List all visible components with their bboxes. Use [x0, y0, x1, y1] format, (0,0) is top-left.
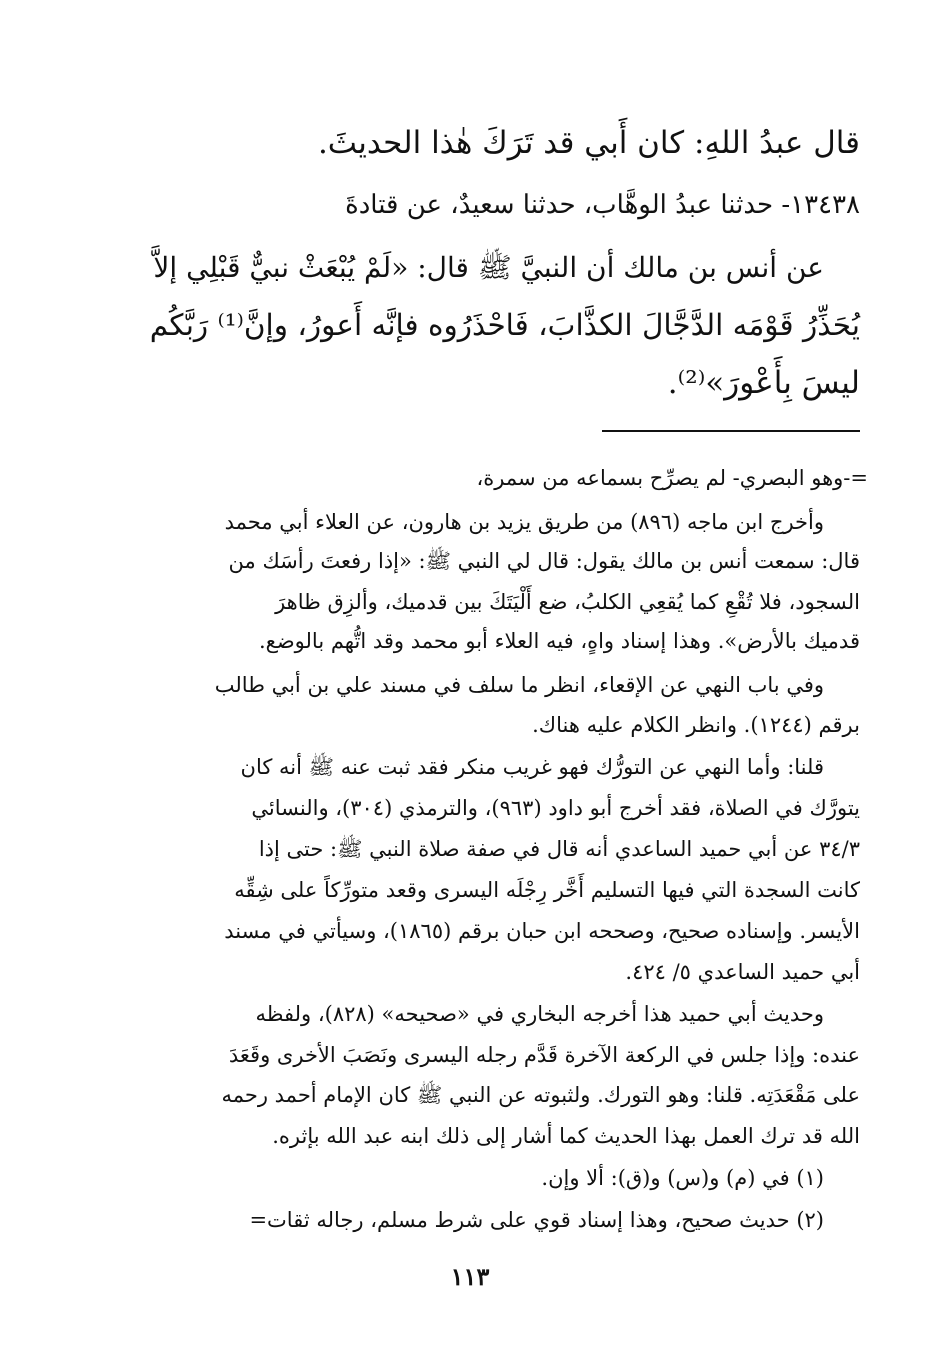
footnote-line: الأيسر. وإسناده صحيح، وصححه ابن حبان برقم (١٨٦٥)، وسيأتي في مسند — [224, 919, 860, 943]
footnote-line: (٢) حديث صحيح، وهذا إسناد قوي على شرط مسلم، رجاله ثقات= — [249, 1208, 824, 1232]
footnote-line: على مَقْعَدَتِه. قلنا: وهو التورك. ولثبوته عن النبي ﷺ كان الإمام أحمد رحمه — [221, 1083, 860, 1107]
footnote-line: عنده: وإذا جلس في الركعة الآخرة قَدَّم رجله اليسرى ونَصَبَ الأخرى وقَعَدَ — [228, 1043, 860, 1067]
footnote-line: الله قد ترك العمل بهذا الحديث كما أشار إلى ذلك ابنه عبد الله بإثره. — [272, 1124, 860, 1148]
hadith-line-1: عن أنس بن مالك أن النبيَّ ﷺ قال: «لَمْ يُبْعَثْ نبيٌّ قَبْلِي إلاَّ — [153, 251, 824, 284]
footnote-line: أبي حميد الساعدي ٥/ ٤٢٤. — [625, 960, 860, 984]
footnote-line: قلنا: وأما النهي عن التورُّك فهو غريب منكر فقد ثبت عنه ﷺ أنه كان — [240, 755, 824, 779]
footnote-line: وحديث أبي حميد هذا أخرجه البخاري في «صحيحه» (٨٢٨)، ولفظه — [255, 1002, 824, 1026]
footnote-line: قدميك بالأرض». وهذا إسناد واهٍ، فيه العلاء أبو محمد وقد اتُّهم بالوضع. — [258, 629, 860, 653]
footnote-line: وفي باب النهي عن الإقعاء، انظر ما سلف في مسند علي بن أبي طالب — [214, 673, 824, 697]
footnote-line: السجود، فلا تُقْعِ كما يُقعِي الكلبُ، ضع أَلْيَتَكَ بين قدميك، وألزِق ظاهرَ — [275, 590, 860, 614]
footnote-line: ٣٤/٣ عن أبي حميد الساعدي أنه قال في صفة صلاة النبي ﷺ: حتى إذا — [258, 837, 860, 861]
hadith-line-3: ليسَ بِأَعْورَ»⁽²⁾. — [667, 365, 860, 401]
footnote-line: (١) في (م) و(س) و(ق): ألا وإن. — [541, 1166, 824, 1190]
main-line-1: قال عبدُ اللهِ: كان أَبي قد تَرَكَ هٰذا الحديثَ. — [317, 125, 860, 161]
footnote-line: =-وهو البصري- لم يصرِّح بسماعه من سمرة، — [476, 466, 868, 490]
page-number: ١١٣ — [450, 1262, 490, 1291]
footnote-line: وأخرج ابن ماجه (٨٩٦) من طريق يزيد بن هارون، عن العلاء أبي محمد — [224, 510, 824, 534]
footnote-line: قال: سمعت أنس بن مالك يقول: قال لي النبي ﷺ: «إذا رفعتَ رأسَك من — [228, 549, 860, 573]
hadith-line-2: يُحَذِّرُ قَوْمَه الدَّجَّالَ الكذَّابَ، فَاحْذَرُوه فإنَّه أَعورُ، وإنَّ⁽¹⁾ رَبَّكُم — [149, 308, 860, 342]
footnote-line: يتورَّك في الصلاة، فقد أخرج أبو داود (٩٦٣)، والترمذي (٣٠٤)، والنسائي — [251, 796, 860, 820]
footnote-line: كانت السجدة التي فيها التسليم أَخَّر رِجْلَه اليسرى وقعد متورِّكاً على شِقِّه — [234, 878, 860, 902]
footnote-line: برقم (١٢٤٤). وانظر الكلام عليه هناك. — [532, 713, 860, 737]
hadith-header: ١٣٤٣٨- حدثنا عبدُ الوهَّاب، حدثنا سعيدٌ، عن قتادةَ — [345, 190, 860, 220]
footnote-separator — [602, 430, 860, 432]
